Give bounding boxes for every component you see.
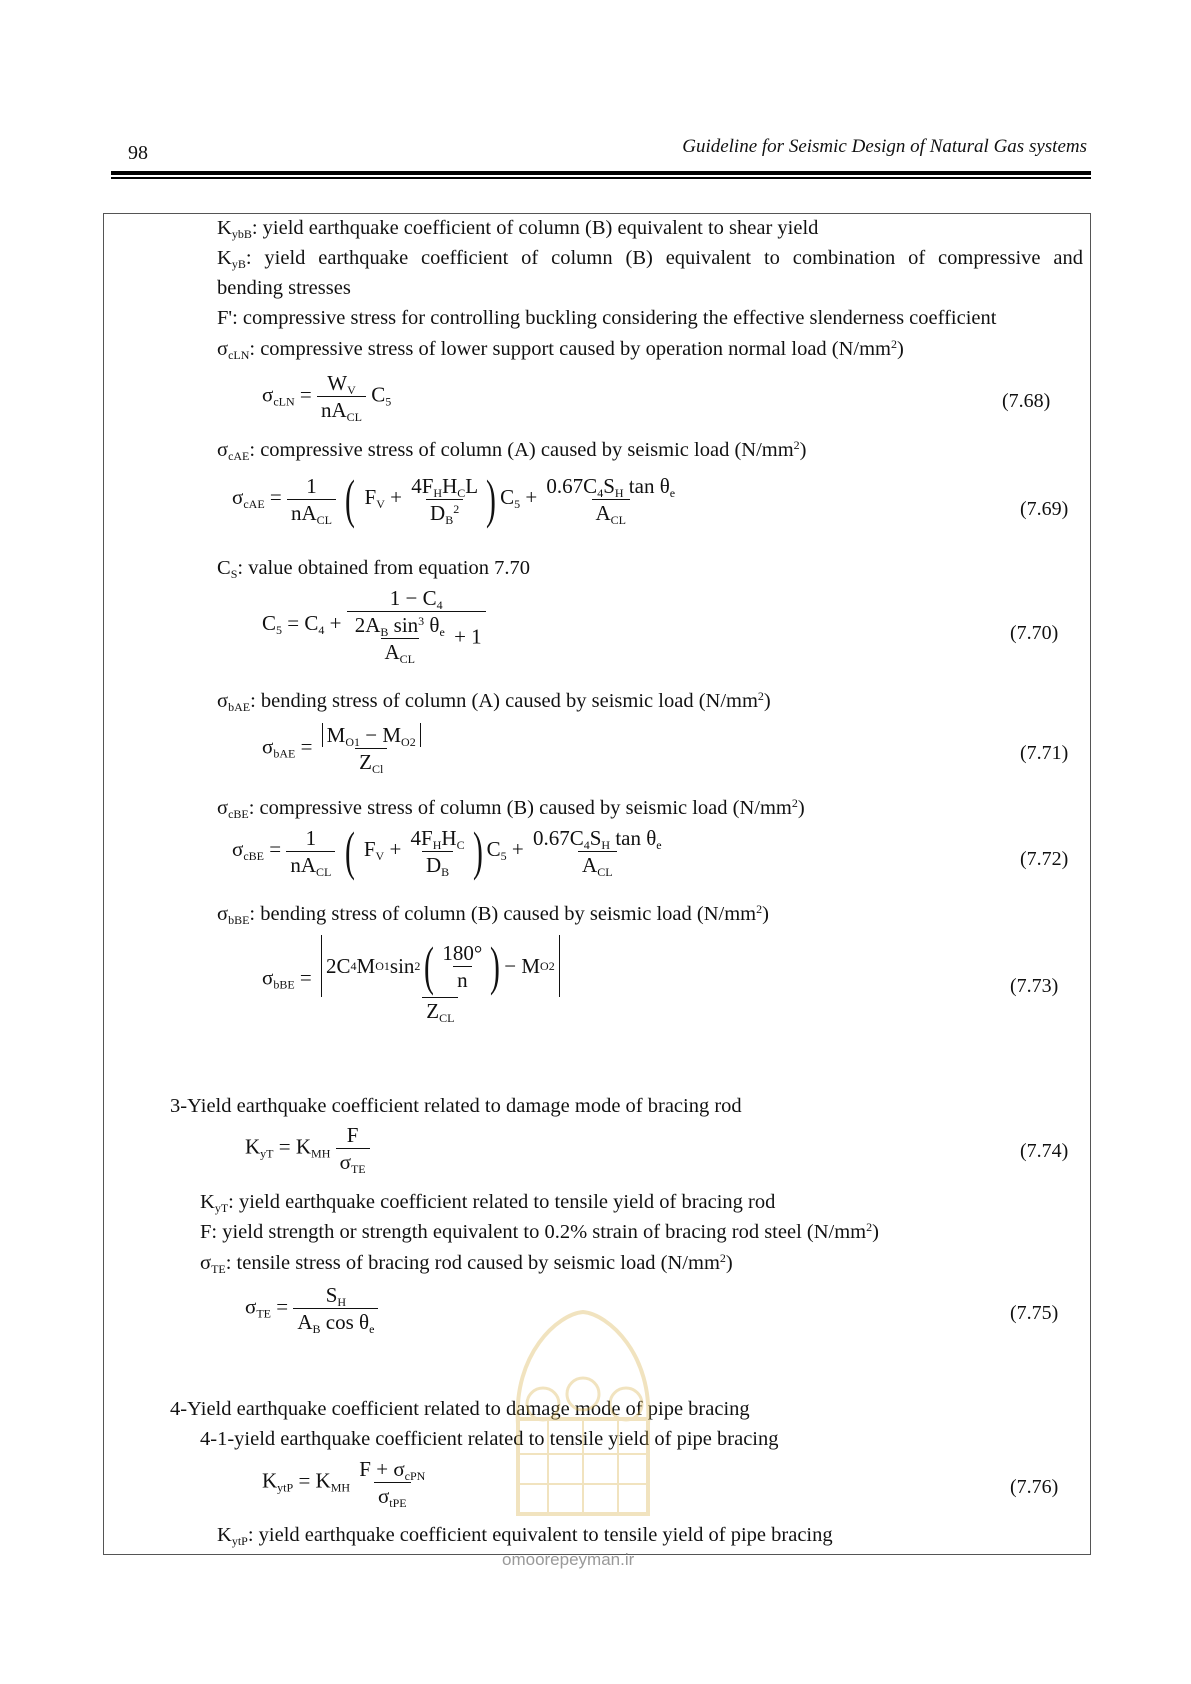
eq-number-7-74: (7.74)	[1020, 1140, 1069, 1162]
def-kyb: $K_{yB}$: yield earthquake coefficient of column (B) equivalent to combination of compressive and	[217, 247, 1083, 271]
equation-7-76: $K_{ytP} = K_{MH}$ $\frac{F + \sigma_{cPN}}{\sigma_{tPE}}$	[262, 1457, 426, 1510]
header-rule	[111, 171, 1091, 175]
def-f: F: yield strength or strength equivalent to 0.2% strain of bracing rod steel $(N/mm^2)$	[200, 1220, 879, 1243]
section-4-heading: 4-Yield earthquake coefficient related to damage mode of pipe bracing	[170, 1398, 750, 1420]
eq-number-7-69: (7.69)	[1020, 498, 1069, 520]
running-header: Guideline for Seismic Design of Natural Gas systems	[682, 136, 1087, 157]
def-kytp: $K_{ytP}$: yield earthquake coefficient equivalent to tensile yield of pipe bracing	[217, 1524, 833, 1548]
def-sigma-te: $\sigma_{TE}$: tensile stress of bracing rod caused by seismic load $(N/mm^2)$	[200, 1251, 733, 1276]
def-kyb-cont: bending stresses	[217, 277, 351, 299]
equation-7-69: $\sigma_{cAE}$ = $\frac{1}{nA_{CL}}$ ( $F_V$ + $\frac{4F_HH_CL}{D_B^2}$ ) $C_5$ + $\frac{0.67C_4S_H \tan \theta_e}{A_{CL}}$	[232, 469, 676, 529]
watermark-url: omoorepeyman.ir	[502, 1550, 635, 1569]
section-4-1-heading: 4-1-yield earthquake coefficient related to tensile yield of pipe bracing	[200, 1428, 779, 1450]
eq-number-7-76: (7.76)	[1010, 1476, 1059, 1498]
def-sigma-bae: $\sigma_{bAE}$: bending stress of column (A) caused by seismic load $(N/mm^2)$	[217, 689, 771, 714]
equation-7-74: $K_{yT} = K_{MH}$ $\frac{F}{\sigma_{TE}}$	[245, 1122, 370, 1175]
equation-7-68: $\sigma_{cLN}$ = $\frac{W_V}{nA_{CL}}$ $C_5$	[262, 371, 392, 424]
section-3-heading: 3-Yield earthquake coefficient related to damage mode of bracing rod	[170, 1095, 742, 1117]
def-sigma-bbe: $\sigma_{bBE}$: bending stress of column (B) caused by seismic load $(N/mm^2)$	[217, 902, 769, 927]
def-fprime: F': compressive stress for controlling buckling considering the effective slenderness coefficient	[217, 307, 997, 329]
def-sigma-cae: $\sigma_{cAE}$: compressive stress of column (A) caused by seismic load $(N/mm^2)$	[217, 438, 807, 463]
eq-number-7-75: (7.75)	[1010, 1302, 1059, 1324]
eq-number-7-70: (7.70)	[1010, 622, 1059, 644]
eq-number-7-71: (7.71)	[1020, 742, 1069, 764]
def-cs: $C_S$: value obtained from equation 7.70	[217, 557, 530, 581]
def-sigma-cln: $\sigma_{cLN}$: compressive stress of lower support caused by operation normal load $(N/mm^2)$	[217, 337, 904, 362]
watermark-emblem	[488, 1294, 678, 1524]
equation-7-75: $\sigma_{TE}$ = $\frac{S_H}{A_B \cos \theta_e}$	[245, 1282, 378, 1335]
equation-7-72: $\sigma_{cBE}$ = $\frac{1}{nA_{CL}}$ ( $F_V$ + $\frac{4F_HH_C}{D_B}$ ) $C_5$ + $\frac{0.67C_4S_H \tan \theta_e}{A_{CL}}$	[232, 821, 662, 881]
def-kybb: $K_{ybB}$: yield earthquake coefficient of column (B) equivalent to shear yield	[217, 217, 819, 241]
eq-number-7-73: (7.73)	[1010, 975, 1059, 997]
page-number: 98	[128, 142, 148, 164]
eq-number-7-72: (7.72)	[1020, 848, 1069, 870]
equation-7-73: $\sigma_{bBE}$ = 2C 4 M O1 sin 2 ( $\frac{180^\circ}{n}$ ) − M O2 $Z_{CL}$	[262, 935, 564, 1024]
equation-7-70: $C_5 = C_4$ + $1 - C_4$ $\frac{2A_B \sin^3 \theta_e}{A_{CL}}$ + 1	[262, 585, 486, 665]
equation-7-71: $\sigma_{bAE}$ = $\frac{M_{O1} - M_{O2}}{Z_{Cl}}$	[262, 722, 425, 775]
eq-number-7-68: (7.68)	[1002, 390, 1051, 412]
def-kyt: $K_{yT}$: yield earthquake coefficient related to tensile yield of bracing rod	[200, 1191, 776, 1215]
header-rule-thin	[111, 177, 1091, 179]
def-sigma-cbe: $\sigma_{cBE}$: compressive stress of column (B) caused by seismic load $(N/mm^2)$	[217, 796, 805, 821]
